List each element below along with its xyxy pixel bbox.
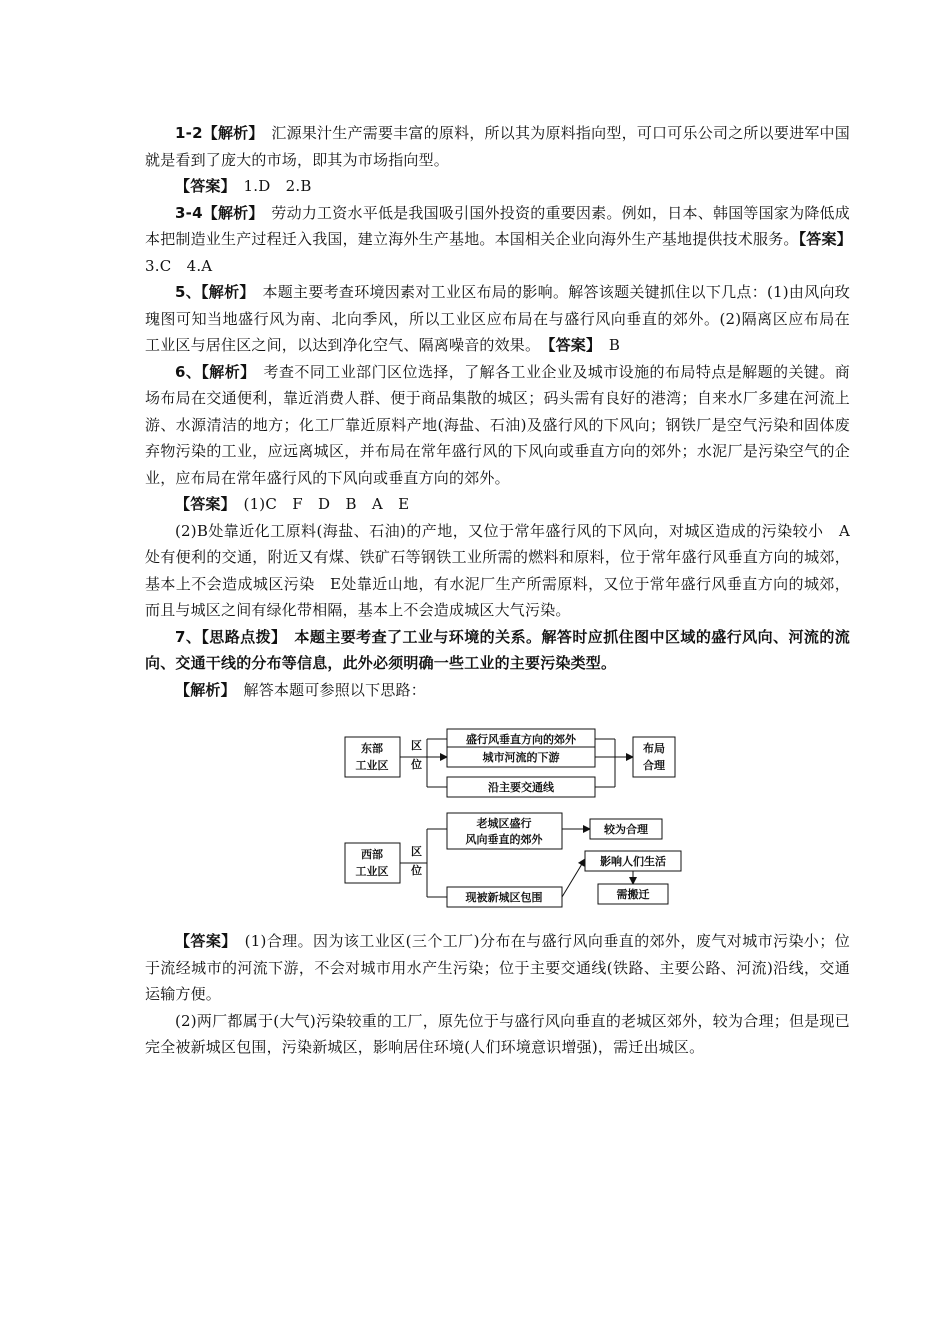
a12-text: 1.D 2.B <box>228 177 312 195</box>
east-result-line2: 合理 <box>643 759 665 772</box>
q5-text: 本题主要考查环境因素对工业区布局的影响。解答该题关键抓住以下几点：(1)由风向玫瑰图可知当地盛行风为南、北向季风，所以工业区应布局在与盛行风向垂直的郊外。(2)隔离区应布局在工业区与居住区之间，以达到净化空气、隔离噪音的效果。 <box>145 283 850 354</box>
east-qu-label: 区 <box>411 739 422 752</box>
q6-part2-text: (2)B处靠近化工原料(海盐、石油)的产地，又位于常年盛行风的下风向，对城区造成的污染较小 A处有便利的交通，附近又有煤、铁矿石等钢铁工业所需的燃料和原料，位于常年盛行风垂直方向的城郊，基本上不会造成城区污染 E处靠近山地，有水泥厂生产所需原料，又位于常年盛行风垂直方向的城郊，而且与城区之间有绿化带相隔，基本上不会造成城区大气污染。 <box>145 521 850 619</box>
west-qu-label: 区 <box>411 845 422 858</box>
q7-analysis-paragraph <box>145 677 850 704</box>
east-zone-line2: 工业区 <box>355 759 389 772</box>
q12-tag: 1-2【解析】 <box>175 124 257 142</box>
q34-answer-text: 3.C 4.A <box>145 230 860 275</box>
a7-tag: 【答案】 <box>175 932 230 950</box>
a7-text: (1)合理。因为该工业区(三个工厂)分布在与盛行风向垂直的郊外，废气对城市污染小；位于流经城市的河流下游，不会对城市用水产生污染；位于主要交通线(铁路、主要公路、河流)沿线，交通运输方便。 <box>145 932 850 1003</box>
document-body <box>145 120 860 1061</box>
a7-paragraph <box>145 928 850 1008</box>
east-option2-text: 城市河流的下游 <box>482 751 560 764</box>
q34-tag: 3-4【解析】 <box>175 203 257 222</box>
q7-analysis-text: 解答本题可参照以下思路： <box>228 680 426 699</box>
west-option1-line1: 老城区盛行 <box>476 817 532 830</box>
q6-tag: 6、【解析】 <box>175 362 249 381</box>
q7-paragraph <box>145 624 850 677</box>
q7-analysis-tag: 【解析】 <box>175 680 229 699</box>
west-res1-text: 较为合理 <box>604 823 648 836</box>
a6-paragraph <box>145 491 850 518</box>
q5-answer-tag: 【答案】 <box>547 336 594 354</box>
a6-text: (1)C F D B A E <box>228 495 410 513</box>
flow-diagram <box>145 709 850 924</box>
west-zone-line2: 工业区 <box>355 865 389 878</box>
q7-text: 本题主要考查了工业与环境的关系。解答时应抓住图中区域的盛行风向、河流的流向、交通干线的分布等信息，此外必须明确一些工业的主要污染类型。 <box>145 627 851 672</box>
west-res2-text: 影响人们生活 <box>600 855 666 868</box>
q5-answer-text: B <box>593 336 621 354</box>
a12-paragraph <box>145 173 850 200</box>
q5-paragraph <box>145 279 850 359</box>
q5-tag: 5、【解析】 <box>175 283 248 301</box>
west-wei-label: 位 <box>411 864 422 877</box>
east-option1-text: 盛行风垂直方向的郊外 <box>466 733 576 746</box>
a6-tag: 【答案】 <box>175 495 229 513</box>
a12-tag: 【答案】 <box>175 177 229 195</box>
q6-part2-paragraph <box>145 518 850 624</box>
east-result-line1: 布局 <box>643 742 665 755</box>
east-wei-label: 位 <box>411 758 422 771</box>
q6-text: 考查不同工业部门区位选择，了解各工业企业及城市设施的布局特点是解题的关键。商场布局在交通便利，靠近消费人群、便于商品集散的城区；码头需有良好的港湾；自来水厂多建在河流上游、水源清洁的地方；化工厂靠近原料产地(海盐、石油)及盛行风的下风向；钢铁厂是空气污染和固体废弃物污染的工业，应远离城区，并布局在常年盛行风的下风向或垂直方向的郊外；水泥厂是污染空气的企业，应布局在常年盛行风的下风向或垂直方向的郊外。 <box>145 362 850 487</box>
q12-text: 汇源果汁生产需要丰富的原料，所以其为原料指向型，可口可乐公司之所以要进军中国就是看到了庞大的市场，即其为市场指向型。 <box>145 124 850 169</box>
west-arrow-res2 <box>562 859 585 897</box>
west-res3-text: 需搬迁 <box>616 888 650 901</box>
west-option1-line2: 风向垂直的郊外 <box>465 833 543 846</box>
a7-part2-paragraph <box>145 1008 850 1061</box>
q6-paragraph <box>145 359 850 492</box>
q34-text: 劳动力工资水平低是我国吸引国外投资的重要因素。例如，日本、韩国等国家为降低成本把制造业生产过程迁入我国，建立海外生产基地。本国相关企业向海外生产基地提供技术服务。 <box>145 203 850 248</box>
a7-part2-text: (2)两厂都属于(大气)污染较重的工厂，原先位于与盛行风向垂直的老城区郊外，较为合理；但是现已完全被新城区包围，污染新城区，影响居住环境(人们环境意识增强)，需迁出城区。 <box>145 1011 850 1056</box>
west-option2-text: 现被新城区包围 <box>465 891 543 904</box>
q12-paragraph <box>145 120 850 173</box>
east-option3-text: 沿主要交通线 <box>488 781 554 794</box>
q34-paragraph <box>145 200 860 280</box>
east-zone-line1: 东部 <box>361 742 383 755</box>
west-zone-line1: 西部 <box>361 848 383 861</box>
q34-answer-tag: 【答案】 <box>798 230 845 248</box>
flow-diagram-svg <box>145 709 850 924</box>
q7-tag: 7、【思路点拨】 <box>175 627 279 646</box>
